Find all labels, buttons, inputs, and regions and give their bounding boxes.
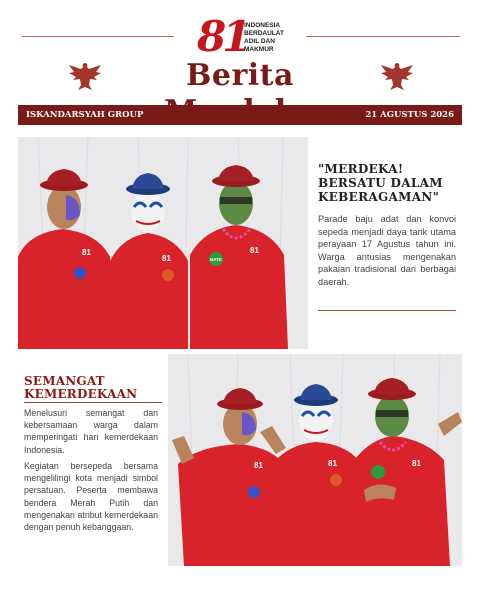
group-photo-2 [168, 354, 462, 566]
group-photo-1 [18, 137, 308, 349]
article-left-paragraph-1: Menelusuri semangat dan kebersamaan warga dalam memperingati hari kemerdekaan Indonesia. [24, 408, 158, 455]
logo-line: BERDAULAT [244, 30, 284, 37]
shirt-logo-text: 81 [82, 248, 91, 257]
shirt-logo-text: 81 [412, 459, 421, 468]
issue-date: 21 AGUSTUS 2026 [365, 110, 454, 120]
masthead-rule-left [22, 36, 174, 37]
independence-81-logo [197, 12, 289, 62]
shirt-logo-text: 81 [328, 459, 337, 468]
article-right-body: Parade baju adat dan konvoi sepeda menjadi daya tarik utama perayaan 17 Agustus tahun ini. Warga antusias mengenakan pakaian tradisional dari berbagai daerah. [318, 214, 456, 287]
logo-line: ADIL DAN [244, 38, 275, 45]
logo-number: 81 [197, 12, 248, 61]
article-left-rule [24, 402, 162, 403]
logo-line: MAKMUR [244, 46, 274, 53]
shirt-logo-text: 81 [250, 246, 259, 255]
logo-line: INDONESIA [244, 22, 281, 29]
article-right-rule [318, 310, 456, 311]
garuda-bird-icon [68, 60, 102, 92]
logo-tagline [244, 22, 294, 54]
organization-name: ISKANDARSYAH GROUP [26, 110, 144, 120]
article-right-title: "MERDEKA! BERSATU DALAM KEBERAGAMAN" [318, 162, 443, 204]
garuda-bird-icon [380, 60, 414, 92]
badge-text: NATE [210, 257, 222, 262]
shirt-logo-text: 81 [162, 254, 171, 263]
newspaper-title: Berita [186, 58, 294, 93]
article-left-paragraph-2: Kegiatan bersepeda bersama mengelilingi kota menjadi simbol persatuan. Peserta membawa bendera Merah Putih dan mengenakan atribut kemerdekaan dengan penuh kebanggaan. [24, 461, 158, 533]
shirt-logo-text: 81 [254, 461, 263, 470]
header-band [18, 105, 462, 125]
article-left-title: SEMANGAT KEMERDEKAAN [24, 374, 138, 401]
masthead-rule-right [306, 36, 460, 37]
